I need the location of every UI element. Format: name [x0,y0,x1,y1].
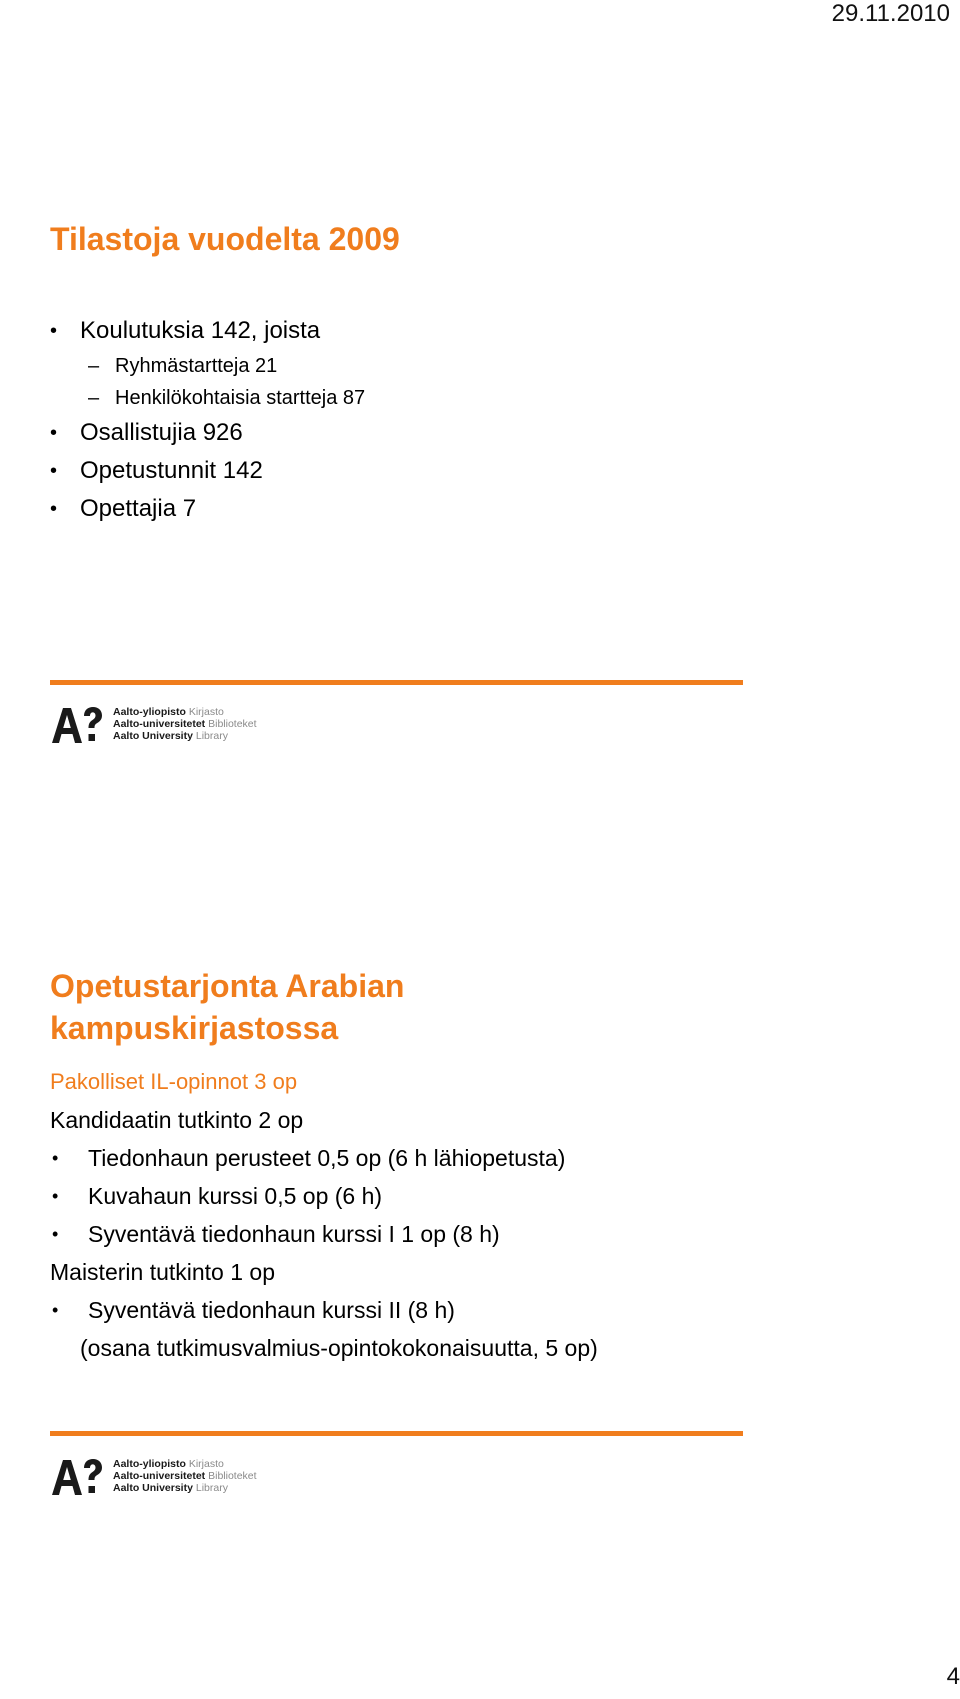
logo-line-1: Aalto-yliopisto [113,706,186,718]
slide-title: Tilastoja vuodelta 2009 [50,221,400,257]
page-number: 4 [946,1663,960,1690]
logo-line-3-light: Library [195,1482,228,1494]
logo-line-1-light: Kirjasto [188,706,224,718]
bullet-list-bachelor [50,1139,740,1253]
logo-line-1: Aalto-yliopisto [113,1458,186,1470]
bullet-item: • Koulutuksia 142, joista [50,312,730,350]
bullet-item: • Osallistujia 926 [50,414,730,452]
logo-line-3: Aalto University [113,730,193,742]
slide-title-line-1: Opetustarjonta Arabian [50,968,405,1004]
slide-content [50,312,730,528]
sub-bullet-item: – Ryhmästartteja 21 [50,350,730,382]
logo-line-3: Aalto University [113,1482,193,1494]
bullet-item: • Syventävä tiedonhaun kurssi I 1 op (8 h) [50,1215,740,1253]
aalto-library-logo [50,1457,280,1497]
degree-heading-master: Maisterin tutkinto 1 op [50,1259,276,1285]
bullet-item: • Opetustunnit 142 [50,452,730,490]
slide-title [50,965,404,1049]
slide-subtitle: Pakolliset IL-opinnot 3 op [50,1069,298,1094]
logo-text [113,1458,257,1494]
bullet-item: • Opettajia 7 [50,490,730,528]
bullet-item: • Kuvahaun kurssi 0,5 op (6 h) [50,1177,740,1215]
bullet-list-master [50,1291,740,1329]
sub-bullet-item: – Henkilökohtaisia startteja 87 [50,382,730,414]
logo-line-2-light: Biblioteket [208,1470,257,1482]
slide-course-offering [50,965,743,1505]
logo-line-1-light: Kirjasto [188,1458,224,1470]
slide-statistics [50,215,743,742]
degree-heading-bachelor: Kandidaatin tutkinto 2 op [50,1107,304,1133]
note-text: (osana tutkimusvalmius-opintokokonaisuutta, 5 op) [80,1335,598,1361]
date-stamp: 29.11.2010 [831,0,950,27]
logo-line-3-light: Library [195,730,228,742]
aalto-logo-icon [50,1457,104,1497]
logo-line-2-light: Biblioteket [208,718,257,730]
logo-line-2: Aalto-universitetet [113,1470,206,1482]
aalto-library-logo [50,705,280,745]
bullet-item: • Syventävä tiedonhaun kurssi II (8 h) [50,1291,740,1329]
bullet-list [50,312,730,528]
slide-title-line-2: kampuskirjastossa [50,1010,339,1046]
aalto-logo-icon [50,705,104,745]
footer-rule [50,680,743,685]
footer-rule [50,1431,743,1436]
slide-content [50,1063,740,1367]
bullet-item: • Tiedonhaun perusteet 0,5 op (6 h lähiopetusta) [50,1139,740,1177]
logo-text [113,706,257,742]
logo-line-2: Aalto-universitetet [113,718,206,730]
